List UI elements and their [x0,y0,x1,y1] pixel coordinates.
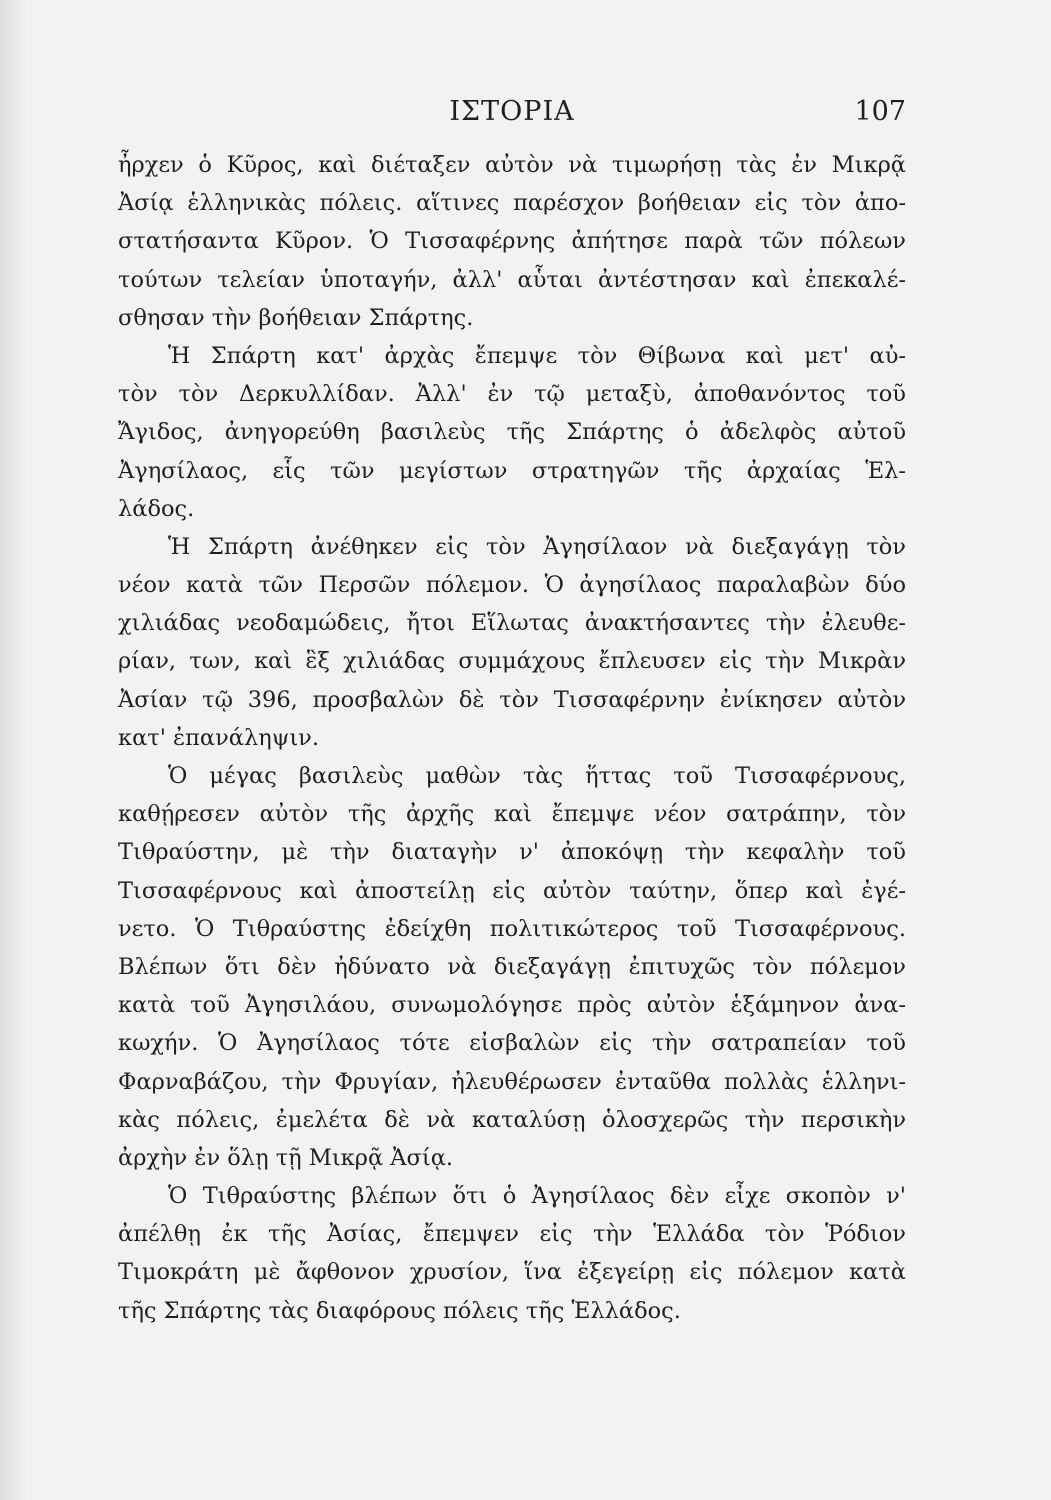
paragraph-5 [118,1177,906,1330]
text-line: σθησαν τὴν βοήθειαν Σπάρτης. [118,304,474,331]
text-line: τῆς Σπάρτης τὰς διαφόρους πόλεις τῆς Ἑλλάδος. [118,1297,681,1324]
text-line: ἦρχεν ὁ Κῦρος, καὶ διέταξεν αὐτὸν νὰ τιμωρήσῃ τὰς ἐν Μικρᾷ [118,152,906,178]
text-line: νετο. Ὁ Τιθραύστης ἐδείχθη πολιτικώτερος τοῦ Τισσαφέρνους. [118,915,906,942]
paragraph-4 [118,757,906,1177]
text-line: Φαρναβάζου, τὴν Φρυγίαν, ἠλευθέρωσεν ἐνταῦθα πολλὰς ἑλληνι- [118,1068,906,1095]
text-line: Ἡ Σπάρτη κατ' ἀρχὰς ἔπεμψε τὸν Θίβωνα καὶ μετ' αὐ- [168,342,906,369]
text-line: κατ' ἐπανάληψιν. [118,724,320,751]
text-line: τούτων τελείαν ὑποταγήν, ἀλλ' αὗται ἀντέστησαν καὶ ἐπεκαλέ- [118,266,906,293]
text-line: χιλιάδας νεοδαμώδεις, ἤτοι Εἵλωτας ἀνακτήσαντες τὴν ἐλευθε- [118,610,906,637]
text-line: ἀρχὴν ἐν ὅλῃ τῇ Μικρᾷ Ἀσίᾳ. [118,1144,454,1171]
text-line: λάδος. [118,495,195,522]
text-line: Ἡ Σπάρτη ἀνέθηκεν εἰς τὸν Ἀγησίλαον νὰ διεξαγάγῃ τὸν [168,533,906,560]
text-line: τὸν τὸν Δερκυλλίδαν. Ἀλλ' ἐν τῷ μεταξὺ, ἀποθανόντος τοῦ [118,381,906,408]
text-line: νέον κατὰ τῶν Περσῶν πόλεμον. Ὁ ἀγησίλαος παραλαβὼν δύο [118,572,906,599]
running-title: ΙΣΤΟΡΙΑ [449,96,575,127]
text-line: Βλέπων ὅτι δὲν ἠδύνατο νὰ διεξαγάγῃ ἐπιτυχῶς τὸν πόλεμον [118,953,906,980]
text-line: Ἀγησίλαος, εἷς τῶν μεγίστων στρατηγῶν τῆς ἀρχαίας Ἑλ- [118,457,906,484]
text-line: Ἀσίαν τῷ 396, προσβαλὼν δὲ τὸν Τισσαφέρνην ἐνίκησεν αὐτὸν [118,686,906,713]
page-header [118,96,906,136]
text-line: καθῄρεσεν αὐτὸν τῆς ἀρχῆς καὶ ἔπεμψε νέον σατράπην, τὸν [118,801,906,828]
text-line: στατήσαντα Κῦρον. Ὁ Τισσαφέρνης ἀπήτησε παρὰ τῶν πόλεων [118,228,906,255]
paragraph-1 [118,146,906,337]
text-line: ἀπέλθῃ ἐκ τῆς Ἀσίας, ἔπεμψεν εἰς τὴν Ἑλλάδα τὸν Ῥόδιον [118,1221,906,1248]
body-text [118,146,906,1330]
text-line: κατὰ τοῦ Ἀγησιλάου, συνωμολόγησε πρὸς αὐτὸν ἑξάμηνον ἀνα- [118,992,906,1019]
paragraph-3 [118,528,906,757]
page-edge-shadow [0,0,28,1500]
page-number: 107 [854,96,906,127]
text-line: Ἀσίᾳ ἑλληνικὰς πόλεις. αἵτινες παρέσχον βοήθειαν εἰς τὸν ἀπο- [118,190,906,217]
text-line: Τιμοκράτη μὲ ἄφθονον χρυσίον, ἵνα ἐξεγείρῃ εἰς πόλεμον κατὰ [118,1259,906,1286]
paragraph-2 [118,337,906,528]
text-line: Τιθραύστην, μὲ τὴν διαταγὴν ν' ἀποκόψῃ τὴν κεφαλὴν τοῦ [118,839,906,866]
text-line: Τισσαφέρνους καὶ ἀποστείλῃ εἰς αὐτὸν ταύτην, ὅπερ καὶ ἐγέ- [118,877,906,904]
text-line: Ἄγιδος, ἀνηγορεύθη βασιλεὺς τῆς Σπάρτης ὁ ἀδελφὸς αὐτοῦ [118,419,906,446]
text-line: Ὁ μέγας βασιλεὺς μαθὼν τὰς ἥττας τοῦ Τισσαφέρνους, [168,763,906,789]
text-line: κὰς πόλεις, ἐμελέτα δὲ νὰ καταλύσῃ ὁλοσχερῶς τὴν περσικὴν [118,1106,906,1133]
text-line: κωχήν. Ὁ Ἀγησίλαος τότε εἰσβαλὼν εἰς τὴν σατραπείαν τοῦ [118,1030,906,1057]
text-line: Ὁ Τιθραύστης βλέπων ὅτι ὁ Ἀγησίλαος δὲν εἶχε σκοπὸν ν' [168,1183,906,1210]
text-line: ρίαν, των, καὶ ἓξ χιλιάδας συμμάχους ἔπλευσεν εἰς τὴν Μικρὰν [118,648,906,675]
